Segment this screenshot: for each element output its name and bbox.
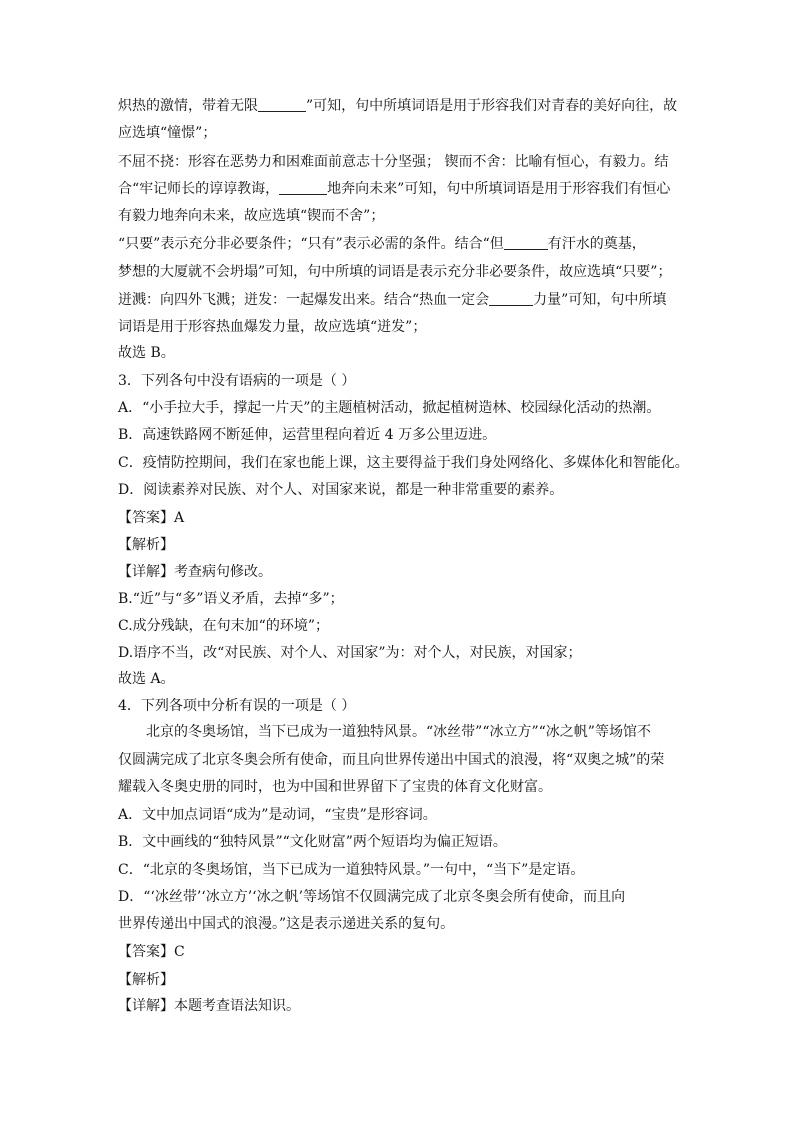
text-line: 有毅力地奔向未来，故应选填“锲而不舍”； bbox=[118, 208, 385, 224]
option-c: C．“北京的冬奥场馆，当下已成为一道独特风景。”一句中，“当下”是定语。 bbox=[118, 862, 585, 878]
passage-line: 北京的冬奥场馆，当下已成为一道独特风景。“冰丝带”“冰立方”“冰之帆”等场馆不 bbox=[146, 724, 651, 740]
text-span: 合“牢记师长的谆谆教诲， bbox=[118, 181, 280, 197]
text-line bbox=[118, 234, 678, 254]
blank-underline bbox=[258, 97, 306, 112]
text-line: 故选 B。 bbox=[118, 345, 175, 361]
option-b: B．文中画线的“独特风景”“文化财富”两个短语均为偏正短语。 bbox=[118, 834, 507, 850]
question-3: 3．下列各句中没有语病的一项是（ ） bbox=[118, 373, 356, 389]
answer-label: 【答案】C bbox=[118, 944, 185, 960]
text-line: 梦想的大厦就不会坍塌”可知，句中所填的词语是表示充分非必要条件，故应选填“只要”； bbox=[118, 264, 672, 280]
detail-label: 【详解】本题考查语法知识。 bbox=[118, 998, 300, 1014]
blank-underline bbox=[489, 291, 533, 306]
blank-underline bbox=[279, 180, 327, 195]
explanation-line: D.语序不当，改“对民族、对个人、对国家”为：对个人，对民族，对国家； bbox=[118, 645, 582, 661]
text-line: 应选填“憧憬”； bbox=[118, 125, 217, 141]
text-span: 有汗水的奠基， bbox=[547, 236, 646, 252]
option-b: B．高速铁路网不断延伸，运营里程向着近 4 万多公里迈进。 bbox=[118, 427, 497, 443]
text-line bbox=[118, 96, 678, 116]
text-line: 不屈不挠：形容在恶势力和困难面前意志十分坚强； 锲而不舍：比喻有恒心，有毅力。结 bbox=[118, 154, 669, 170]
text-span: ”可知，句中所填词语是用于形容我们对青春的美好向往，故 bbox=[306, 98, 678, 114]
question-4: 4．下列各项中分析有误的一项是（ ） bbox=[118, 698, 356, 714]
text-span: 迸溅：向四外飞溅；迸发：一起爆发出来。结合“热血一定会 bbox=[118, 292, 490, 308]
passage-line: 仅圆满完成了北京冬奥会所有使命，而且向世界传递出中国式的浪漫，将“双奥之城”的荣 bbox=[118, 752, 665, 768]
text-span: 地奔向未来”可知，句中所填词语是用于形容我们有恒心 bbox=[327, 181, 671, 197]
text-line bbox=[118, 290, 678, 310]
answer-label: 【答案】A bbox=[118, 510, 185, 526]
blank-underline bbox=[504, 235, 548, 250]
option-d: D．“‘冰丝带’‘冰立方’‘冰之帆’等场馆不仅圆满完成了北京冬奥会所有使命，而且向 bbox=[118, 889, 626, 905]
text-span: 力量”可知，句中所填 bbox=[533, 292, 667, 308]
option-a: A．文中加点词语“成为”是动词，“宝贵”是形容词。 bbox=[118, 807, 437, 823]
analysis-label: 【解析】 bbox=[118, 537, 174, 553]
explanation-line: B.“近”与“多”语义矛盾，去掉“多”； bbox=[118, 591, 344, 607]
option-a: A．“小手拉大手，撑起一片天”的主题植树活动，掀起植树造林、校园绿化活动的热潮。 bbox=[118, 400, 661, 416]
text-span: 炽热的激情，带着无限 bbox=[118, 98, 258, 114]
text-span: “只要”表示充分非必要条件；“只有”表示必需的条件。结合“但 bbox=[118, 236, 504, 252]
explanation-line: 故选 A。 bbox=[118, 671, 175, 687]
option-d-continued: 世界传递出中国式的浪漫。”这是表示递进关系的复句。 bbox=[118, 916, 455, 932]
text-line bbox=[118, 179, 678, 199]
option-c: C．疫情防控期间，我们在家也能上课，这主要得益于我们身处网络化、多媒体化和智能化。 bbox=[118, 455, 689, 471]
passage-line: 耀载入冬奥史册的同时，也为中国和世界留下了宝贵的体育文化财富。 bbox=[118, 779, 552, 795]
analysis-label: 【解析】 bbox=[118, 972, 174, 988]
explanation-line: C.成分残缺，在句末加“的环境”； bbox=[118, 618, 329, 634]
detail-label: 【详解】考查病句修改。 bbox=[118, 564, 272, 580]
text-line: 词语是用于形容热血爆发力量，故应选填“迸发”； bbox=[118, 319, 427, 335]
option-d: D．阅读素养对民族、对个人、对国家来说，都是一种非常重要的素养。 bbox=[118, 482, 564, 498]
